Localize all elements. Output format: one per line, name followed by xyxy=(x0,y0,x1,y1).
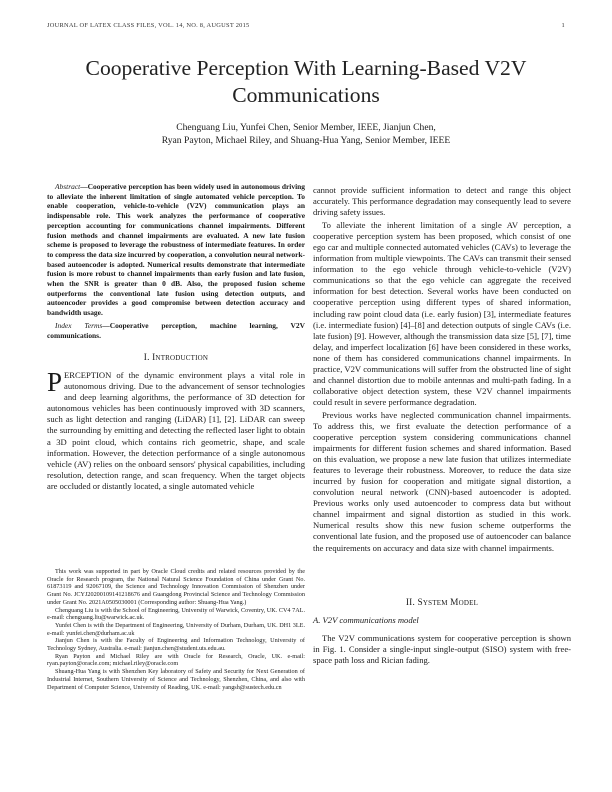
left-column xyxy=(47,182,305,492)
page-number: 1 xyxy=(561,22,565,29)
subsection-heading-v2v: A. V2V communications model xyxy=(313,614,419,625)
abstract-lead: Abstract xyxy=(55,182,81,191)
intro-paragraph-1-text: ERCEPTION of the dynamic environment plays a vital role in autonomous driving. Due to the advancement of sensor technologies and deep learning algorithms, the performance of 3D detection for autonomous vehicles has been continuously improved with 3D scanners, such as light detection and ranging (LiDAR) [1], [2]. LiDAR can sweep the surrounding by emitting and detecting the reflected laser light to obtain a 3D point cloud, which contains rich geometric, shape, and scale information. However, the detection performance of a single autonomous vehicle (AV) relies on the onboard sensors' physical capabilities, including resolution, detection range, and scan frequency. When the target objects are occluded or distantly located, a single automated vehicle xyxy=(47,370,305,491)
index-terms-lead: Index Terms xyxy=(55,320,103,330)
author-block xyxy=(60,121,552,147)
footnote-funding: This work was supported in part by Oracle Cloud credits and related resources provided by the Oracle for Research program, the National Natural Science Foundation of China under Grant No. 61873119 and 92067109, the Science and Technology Innovation Commission of Shenzhen under Grant No. JCYJ20200109141218676 and Guangdong Provincial Science and Technology Commission under Grant No. 2021A0505030001 (Corresponding author: Shuang-Hua Yang.) xyxy=(47,568,305,606)
index-terms xyxy=(47,321,305,340)
footnote-author-3: Jianjun Chen is with the Faculty of Engineering and Information Technology, University of Technology Sydney, Australia. e-mail: jianjun.chen@student.uts.edu.au. xyxy=(47,637,305,653)
author-line-2: Ryan Payton, Michael Riley, and Shuang-Hua Yang, Senior Member, IEEE xyxy=(161,135,451,146)
drop-cap: P xyxy=(47,367,63,398)
intro-paragraph-1-continued: cannot provide sufficient information to detect and range this object accurately. This performance degradation may consequently lead to severe driving safety issues. xyxy=(313,185,571,218)
section-heading-system-model: II. System Model xyxy=(405,597,479,608)
system-model-paragraph-1: The V2V communications system for cooperative perception is shown in Fig. 1. Consider a single-input single-output (SISO) system with free-space path loss and Rician fading. xyxy=(313,632,571,665)
footnote-author-2: Yunfei Chen is with the Department of Engineering, University of Durham, Durham, UK. DH1 3LE. e-mail: yunfei.chen@durham.ac.uk xyxy=(47,621,305,637)
intro-paragraph-1 xyxy=(47,367,305,492)
footnote-author-4: Ryan Payton and Michael Riley are with Oracle for Research, Oracle, UK. e-mail: ryan.payton@oracle.com; michael.riley@oracle.com xyxy=(47,652,305,668)
abstract xyxy=(47,182,305,318)
journal-header: JOURNAL OF LATEX CLASS FILES, VOL. 14, NO. 8, AUGUST 2015 xyxy=(47,22,250,29)
intro-paragraph-3: Previous works have neglected communication channel impairments. To address this, we first evaluate the detection performance of a cooperative perception system considering communications channel impairments for different fusion schemes and shared information. Based on this evaluation, we propose a new late fusion that utilizes intermediate features to leverage their robustness. Moreover, to reduce the data size incurred by fusion for cooperation and mitigate signal distortion, a convolution neural network (CNN)-based autoencoder is adopted. Previous works only used autoencoder to compress data but without channel impairment and signal distortion as studied in this work. Numerical results show this new fusion scheme outperforms the conventional late fusion, and the proposed use of autoencoder can balance the requirements on accuracy and data size with channel impairments. xyxy=(313,409,571,553)
section-heading-introduction: I. Introduction xyxy=(143,353,209,364)
footnotes xyxy=(47,568,305,691)
paper-title: Cooperative Perception With Learning-Based V2V Communications xyxy=(85,56,527,107)
right-column xyxy=(313,185,571,666)
footnote-author-5: Shuang-Hua Yang is with Shenzhen Key laboratory of Safety and Security for Next Generation of Industrial Internet, Southern University of Science and Technology, Shenzhen, China, and also with Department of Computer Science, University of Reading, UK. e-mail: yangsh@sustech.edu.cn xyxy=(47,668,305,691)
footnote-author-1: Chenguang Liu is with the School of Engineering, University of Warwick, Coventry, UK. CV4 7AL. e-mail: chenguang.liu@warwick.ac.uk. xyxy=(47,606,305,622)
intro-paragraph-2: To alleviate the inherent limitation of a single AV perception, a cooperative perception system has been proposed, which consist of one ego car and multiple connected automated vehicles (CAVs) to leverage the information from multiple viewpoints. The CAVs can transmit their sensed information to the ego vehicle through vehicle-to-vehicle (V2V) communications so that the ego vehicle can aggregate the received information for best detection. Several works have been conducted on cooperative perception using different types of shared information, including raw point cloud data (i.e. early fusion) [3], intermediate features (i.e. intermediate fusion) [4]–[8] and detection outputs of single CAVs (i.e. late fusion) [9]. However, although the transmission data size [5], [7], time delay, and imperfect localization [6] have been considered in these works, none of them has considered communications channel impairments. In practice, V2V communications will suffer from the obstructed line of sight and channel distortion due to mobile antennas and multi-path fading. In a collaborative object detection system, these V2V channel impairments could result in severe performance degradation. xyxy=(313,220,571,407)
running-header xyxy=(47,22,565,29)
author-line-1: Chenguang Liu, Yunfei Chen, Senior Member, IEEE, Jianjun Chen, xyxy=(176,122,436,133)
index-terms-text: —Cooperative perception, machine learning, V2V communications. xyxy=(47,320,305,340)
abstract-text: —Cooperative perception has been widely used in autonomous driving to alleviate the inherent limitation of single automated vehicle perception. To enable cooperation, vehicle-to-vehicle (V2V) communication plays an indispensable role. This work analyzes the performance of cooperative perception accounting for communications channel impairments. Different fusion methods and channel impairments are evaluated. A new late fusion scheme is proposed to leverage the robustness of intermediate features. In order to compress the data size incurred by cooperation, a convolution neural network-based autoencoder is adopted. Numerical results demonstrate that intermediate fusion is more robust to channel impairments than early fusion and late fusion, when the SNR is greater than 0 dB. Also, the proposed fusion scheme outperforms the conventional late fusion using detection outputs, and autoencoder provides a good compromise between detection accuracy and bandwidth usage. xyxy=(47,182,305,318)
